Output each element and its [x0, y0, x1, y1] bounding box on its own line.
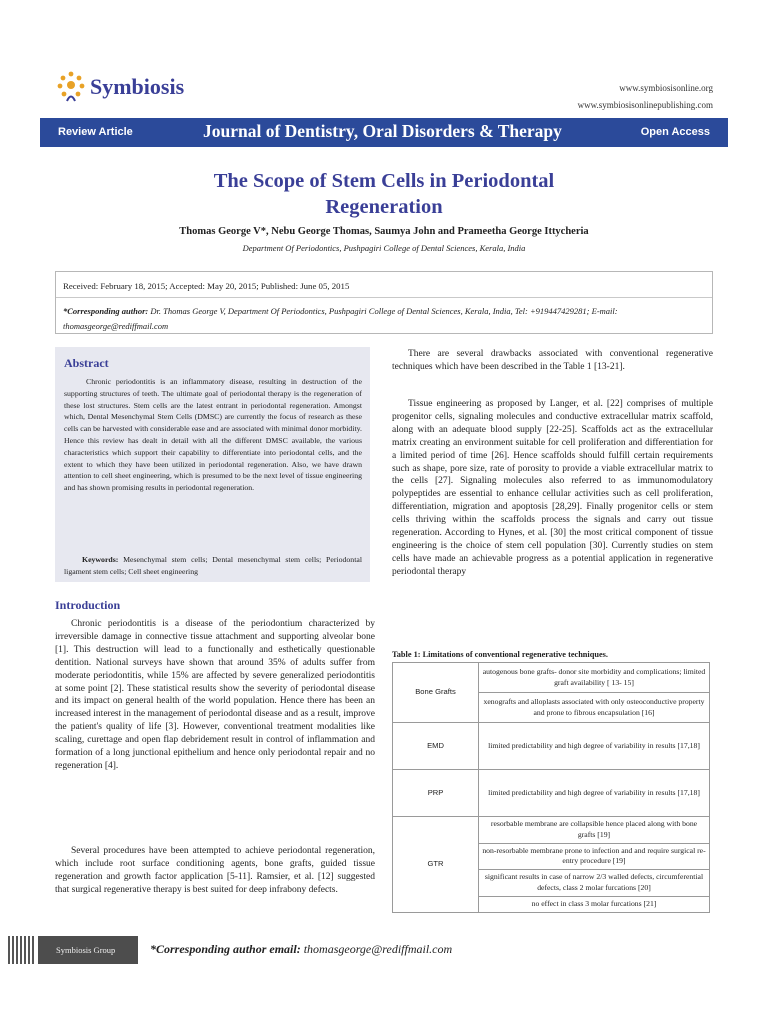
table-cell: no effect in class 3 molar furcations [21]: [479, 896, 710, 912]
table-cell: limited predictability and high degree of variability in results [17,18]: [479, 770, 710, 817]
site-link-1[interactable]: www.symbiosisonline.org: [619, 83, 713, 93]
limitations-table: [392, 662, 710, 913]
table-cell: xenografts and alloplasts associated with only osteoconductive property and prone to fibrous encapsulation [16]: [479, 693, 710, 723]
journal-name: Journal of Dentistry, Oral Disorders & Therapy: [203, 121, 562, 141]
corr-text: Dr. Thomas George V, Department Of Periodontics, Pushpagiri College of Dental Sciences, Kerala, India, Tel: +919447429281; E-mail: thomasgeorge@rediffmail.com: [63, 306, 618, 331]
site-link-2[interactable]: www.symbiosisonlinepublishing.com: [577, 100, 713, 110]
affiliation: Department Of Periodontics, Pushpagiri College of Dental Sciences, Kerala, India: [242, 243, 526, 253]
table-row: [393, 723, 710, 770]
publication-dates: Received: February 18, 2015; Accepted: May 20, 2015; Published: June 05, 2015: [63, 281, 350, 291]
keywords-label: Keywords:: [82, 555, 119, 564]
symbiosis-logo: [55, 70, 184, 104]
table-caption: Table 1: Limitations of conventional regenerative techniques.: [392, 650, 608, 659]
row-head-bone-grafts: Bone Grafts: [393, 663, 479, 723]
introduction-heading: Introduction: [55, 598, 121, 612]
footer-email-address[interactable]: thomasgeorge@rediffmail.com: [300, 942, 453, 956]
abstract-box: [55, 347, 370, 582]
table-cell: autogenous bone grafts- donor site morbidity and complications; limited graft availability [ 13- 15]: [479, 663, 710, 693]
article-title: [60, 168, 708, 220]
right-paragraph-2: Tissue engineering as proposed by Langer, et al. [22] comprises of multiple progenitor cells, signaling molecules and conductive extracellular matrix scaffold, along with an adequate blood supply [22-25]. Scaffolds act as the extracellular matrix creating an environment suitable for cell proliferation and differentiation for a limited period of time [26]. Hence scaffolds should fulfill certain requirements such as shape, pore size, rate of porosity to provide a viable extracellular matrix to the cells [27]. Signaling molecules also referred to as immunomodulatory polypeptides are essential to enhance cellular activities such as cell proliferation, differentiation, migration and apoptosis [28,29]. Finally progenitor cells or stem cells thriving within the scaffolds process the signals and carry out tissue regeneration. According to Hynes, et al. [30] the most critical component of tissue engineering is the choice of stem cell population [30]. Currently studies on stem cells have made an achievable progress as a potential application in regenerative periodontal therapy: [392, 399, 713, 577]
info-divider: [56, 297, 712, 298]
open-access-label: Open Access: [640, 126, 710, 138]
author-list: Thomas George V*, Nebu George Thomas, Saumya John and Prameetha George Ittycheria: [179, 226, 589, 237]
footer-group-label: Symbiosis Group: [38, 936, 138, 964]
table-cell: resorbable membrane are collapsible hence placed along with bone grafts [19]: [479, 817, 710, 844]
right-paragraph-1: There are several drawbacks associated with conventional regenerative techniques which have been described in the Table 1 [13-21].: [392, 349, 713, 372]
table-cell: limited predictability and high degree of variability in results [17,18]: [479, 723, 710, 770]
footer-stripes: [8, 936, 34, 964]
table-row: [393, 817, 710, 844]
row-head-emd: EMD: [393, 723, 479, 770]
title-line-2: Regeneration: [325, 196, 443, 218]
corresponding-author: [63, 304, 708, 334]
symbiosis-logo-icon: [55, 70, 87, 104]
page-footer: [0, 936, 768, 964]
intro-paragraph-2: Several procedures have been attempted to achieve periodontal regeneration, which include root surface conditioning agents, bone grafts, guided tissue regeneration and growth factor application [5-11]. Ramsier, et al. [12] suggested that surgical regenerative therapy is best suited for deep infrabony defects.: [55, 846, 375, 895]
table-cell: non-resorbable membrane prone to infection and and require surgical re- entry procedure [19]: [479, 843, 710, 870]
abstract-body: Chronic periodontitis is an inflammatory disease, resulting in destruction of the supporting structures of teeth. The ultimate goal of periodontal therapy is the regeneration of these lost structures. Stem cells are the latest entrant in periodontal regeneration. Amongst which, Dental Mesenchymal Stem Cells (DMSC) are currently the focus of research as these cells can be harvested with considerable ease and are associated with minimal donor morbidity. Hence this review has dealt in detail with all the different DMSC available, the various characteristics which support their capability to differentiate into periodontal cells, and the extent to which they have been utilized in periodontal regeneration. Also, we have drawn attention to cell sheet engineering, which is presumed to be the next level of tissue engineering and has shown promising results in periodontal regeneration.: [64, 377, 362, 493]
website-links: [578, 80, 713, 114]
footer-email: [150, 942, 452, 957]
row-head-prp: PRP: [393, 770, 479, 817]
keywords: [64, 554, 362, 578]
title-line-1: The Scope of Stem Cells in Periodontal: [213, 170, 555, 192]
corr-label: *Corresponding author:: [63, 306, 149, 316]
logo-wordmark: Symbiosis: [90, 74, 185, 99]
table-cell: significant results in case of narrow 2/3 walled defects, circumferential defects, class 2 molar furcations [20]: [479, 870, 710, 897]
keywords-text: Mesenchymal stem cells; Dental mesenchymal stem cells; Periodontal ligament stem cells; Cell sheet engineering: [64, 555, 362, 576]
article-info-box: [55, 271, 713, 334]
abstract-heading: Abstract: [64, 356, 109, 370]
article-type: Review Article: [58, 126, 133, 138]
table-row: [393, 663, 710, 693]
journal-banner: [40, 118, 728, 147]
intro-paragraph-1: Chronic periodontitis is a disease of the periodontium characterized by irreversible damage in connective tissue attachment and supporting alveolar bone [1]. This destruction will lead to a functionally and esthetically questionable dentition. National surveys have shown that around 35% of adults suffer from moderate periodontitis, while 15% are affected by severe generalized periodontitis at some point [2]. These statistical results show the severity of periodontal disease and its impact on general health of the world population. Hence there has been an increased interest in the management of periodontal disease and as a result, improve the patient's quality of life [3]. However, conventional treatment modalities like scaling, curettage and open flap debridement result in control of inflammation and formation of a long junctional epithelium and hence only periodontal repair and no regeneration [4].: [55, 619, 375, 771]
table-row: [393, 770, 710, 817]
footer-email-label: *Corresponding author email:: [150, 942, 301, 956]
row-head-gtr: GTR: [393, 817, 479, 913]
